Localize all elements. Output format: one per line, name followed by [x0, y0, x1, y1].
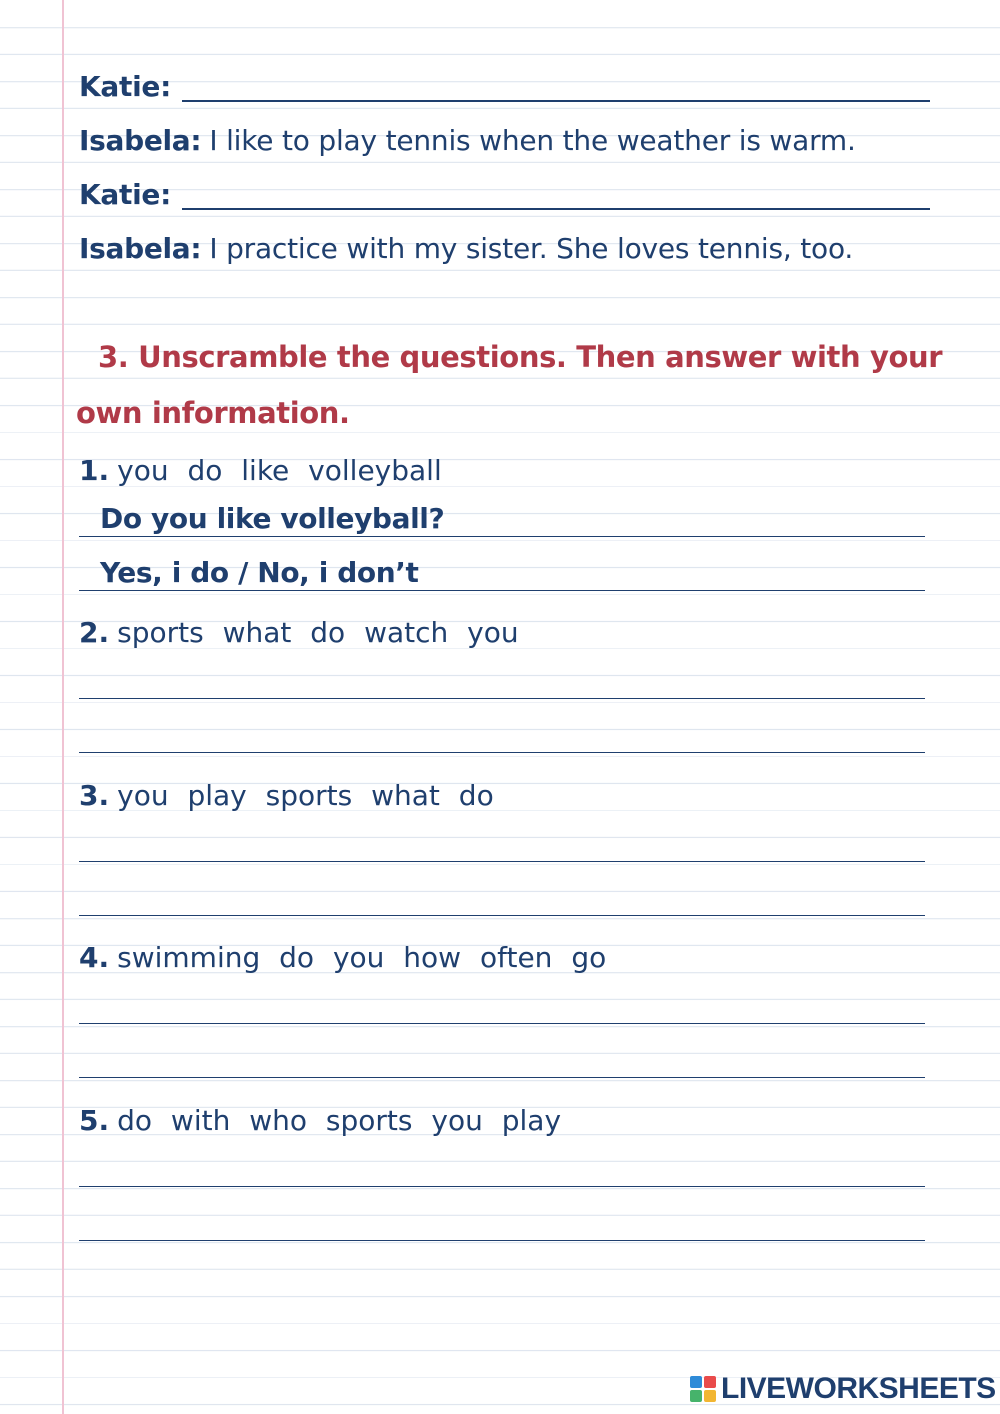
answer-line [79, 1077, 925, 1078]
answer-line [79, 1023, 925, 1024]
scrambled-words: swimming do you how often go [117, 941, 607, 974]
answer-line [79, 1240, 925, 1241]
exercise-3-heading: 3. Unscramble the questions. Then answer with your [98, 340, 943, 374]
dialogue-line-isabela-2 [79, 232, 930, 265]
liveworksheets-logo[interactable] [690, 1372, 996, 1406]
katie-answer-blank-2[interactable] [182, 208, 930, 210]
scrambled-words: sports what do watch you [117, 616, 519, 649]
question-number: 1. [79, 454, 110, 487]
speaker-label: Katie: [79, 70, 171, 103]
answer-1-response[interactable]: Yes, i do / No, i don’t [100, 556, 419, 589]
question-number: 5. [79, 1104, 110, 1137]
dialogue-line-katie-2 [79, 178, 930, 211]
scrambled-question-1 [79, 454, 442, 487]
answer-line [79, 752, 925, 753]
liveworksheets-logo-icon [690, 1376, 716, 1402]
katie-answer-blank-1[interactable] [182, 100, 930, 102]
answer-line [79, 698, 925, 699]
scrambled-question-4 [79, 941, 606, 974]
question-number: 2. [79, 616, 110, 649]
scrambled-question-2 [79, 616, 519, 649]
scrambled-words: do with who sports you play [117, 1104, 562, 1137]
logo-text: LIVEWORKSHEETS [721, 1372, 996, 1405]
dialogue-text: I like to play tennis when the weather is warm. [209, 124, 856, 157]
margin-line [62, 0, 64, 1414]
speaker-label: Isabela: [79, 232, 202, 265]
speaker-label: Isabela: [79, 124, 202, 157]
answer-line [79, 536, 925, 537]
scrambled-question-3 [79, 779, 494, 812]
scrambled-words: you do like volleyball [117, 454, 442, 487]
scrambled-words: you play sports what do [117, 779, 494, 812]
answer-1-question[interactable]: Do you like volleyball? [100, 502, 445, 535]
question-number: 3. [79, 779, 110, 812]
exercise-3-heading-cont: own information. [76, 396, 350, 430]
answer-line [79, 590, 925, 591]
answer-line [79, 861, 925, 862]
dialogue-line-isabela-1 [79, 124, 930, 157]
dialogue-line-katie-1 [79, 70, 930, 103]
scrambled-question-5 [79, 1104, 561, 1137]
dialogue-text: I practice with my sister. She loves tennis, too. [209, 232, 854, 265]
question-number: 4. [79, 941, 110, 974]
answer-line [79, 915, 925, 916]
speaker-label: Katie: [79, 178, 171, 211]
answer-line [79, 1186, 925, 1187]
